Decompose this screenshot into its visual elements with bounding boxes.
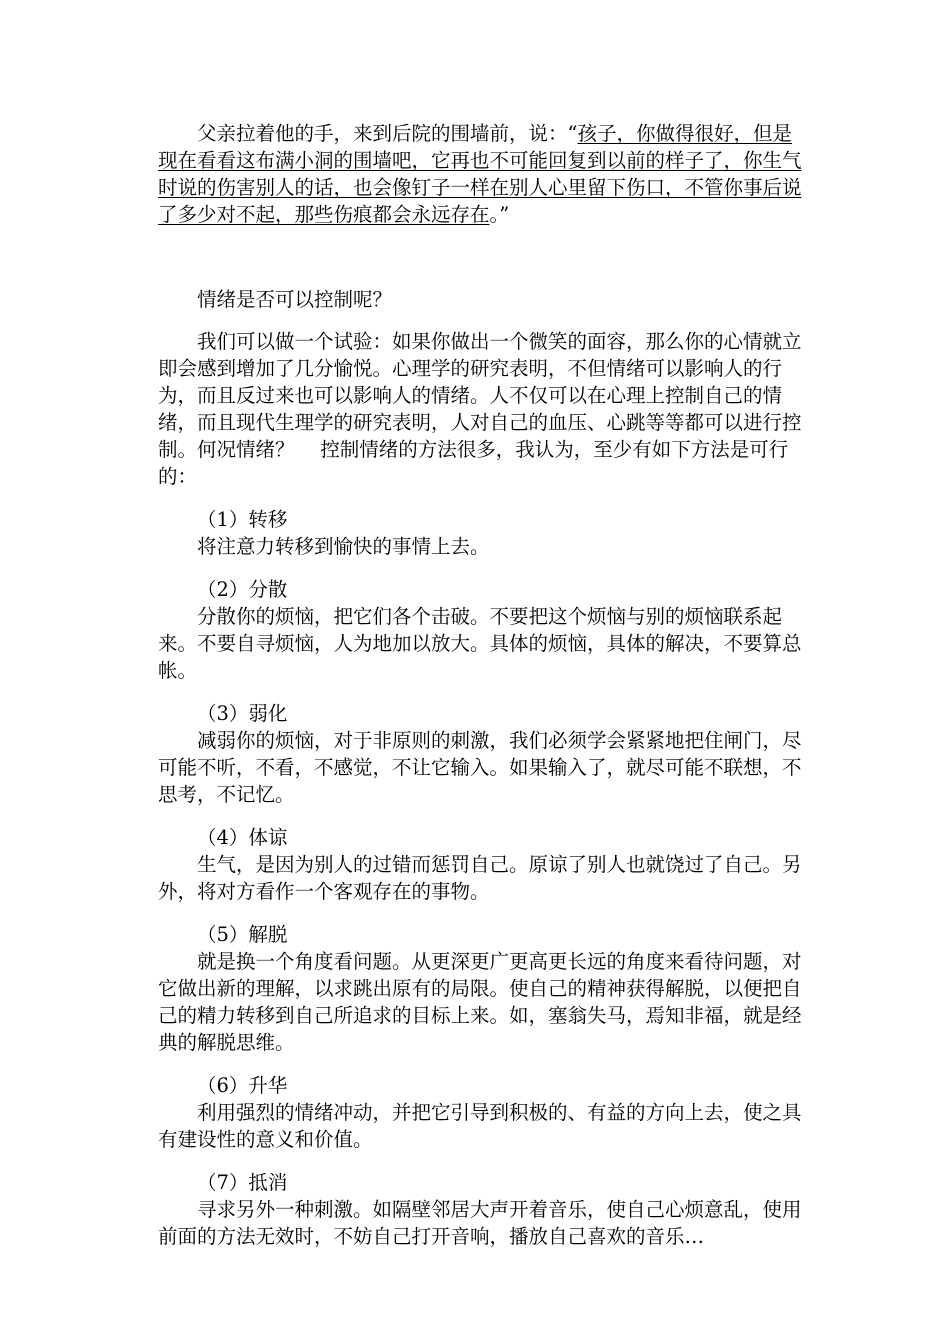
intro-paragraph [158,120,808,228]
method-text: 将注意力转移到愉快的事情上去。 [197,535,490,558]
method-heading: （4）体谅 [197,826,288,849]
intro-tail: 。” [489,203,510,226]
method-section [158,824,808,905]
intro-lead: 父亲拉着他的手，来到后院的围墙前，说：“ [197,122,578,145]
method-heading: （7）抵消 [197,1171,288,1194]
method-section [158,506,808,560]
method-section [158,1169,808,1250]
method-text: 生气，是因为别人的过错而惩罚自己。原谅了别人也就饶过了自己。另外，将对方看作一个客观存在的事物。 [158,853,802,903]
method-section [158,576,808,684]
spacer [158,313,808,328]
method-heading: （1）转移 [197,508,288,531]
document-content [158,120,808,1250]
method-text: 利用强烈的情绪冲动，并把它引导到积极的、有益的方向上去，使之具有建设性的意义和价值。 [158,1101,802,1151]
method-heading: （6）升华 [197,1074,288,1097]
method-section [158,1072,808,1153]
method-heading: （3）弱化 [197,702,288,725]
method-text: 分散你的烦恼，把它们各个击破。不要把这个烦恼与别的烦恼联系起来。不要自寻烦恼，人为地加以放大。具体的烦恼，具体的解决，不要算总帐。 [158,605,802,682]
method-section [158,921,808,1056]
method-heading: （2）分散 [197,578,288,601]
method-text: 减弱你的烦恼，对于非原则的刺激，我们必须学会紧紧地把住闸门，尽可能不听，不看，不感觉，不让它输入。如果输入了，就尽可能不联想，不思考，不记忆。 [158,729,802,806]
intro-quote: 孩子，你做得很好，但是现在看看这布满小洞的围墙吧，它再也不可能回复到以前的样子了，你生气时说的伤害别人的话，也会像钉子一样在别人心里留下伤口，不管你事后说了多少对不起，那些伤痕都会永远存在 [158,122,802,226]
method-section [158,700,808,808]
body-paragraph: 我们可以做一个试验：如果你做出一个微笑的面容，那么你的心情就立即会感到增加了几分愉悦。心理学的研究表明，不但情绪可以影响人的行为，而且反过来也可以影响人的情绪。人不仅可以在心理上控制自己的情绪，而且现代生理学的研究表明，人对自己的血压、心跳等等都可以进行控制。何况情绪？ 控制情绪的方法很多，我认为，至少有如下方法是可行的： [158,330,802,488]
spacer [158,228,808,286]
question-heading: 情绪是否可以控制呢？ [197,288,393,311]
method-text: 寻求另外一种刺激。如隔壁邻居大声开着音乐，使自己心烦意乱，使用前面的方法无效时，不妨自己打开音响，播放自己喜欢的音乐… [158,1198,802,1248]
method-text: 就是换一个角度看问题。从更深更广更高更长远的角度来看待问题，对它做出新的理解，以求跳出原有的局限。使自己的精神获得解脱，以便把自己的精力转移到自己所追求的目标上来。如，塞翁失马，焉知非福，就是经典的解脱思维。 [158,950,802,1054]
method-heading: （5）解脱 [197,923,288,946]
